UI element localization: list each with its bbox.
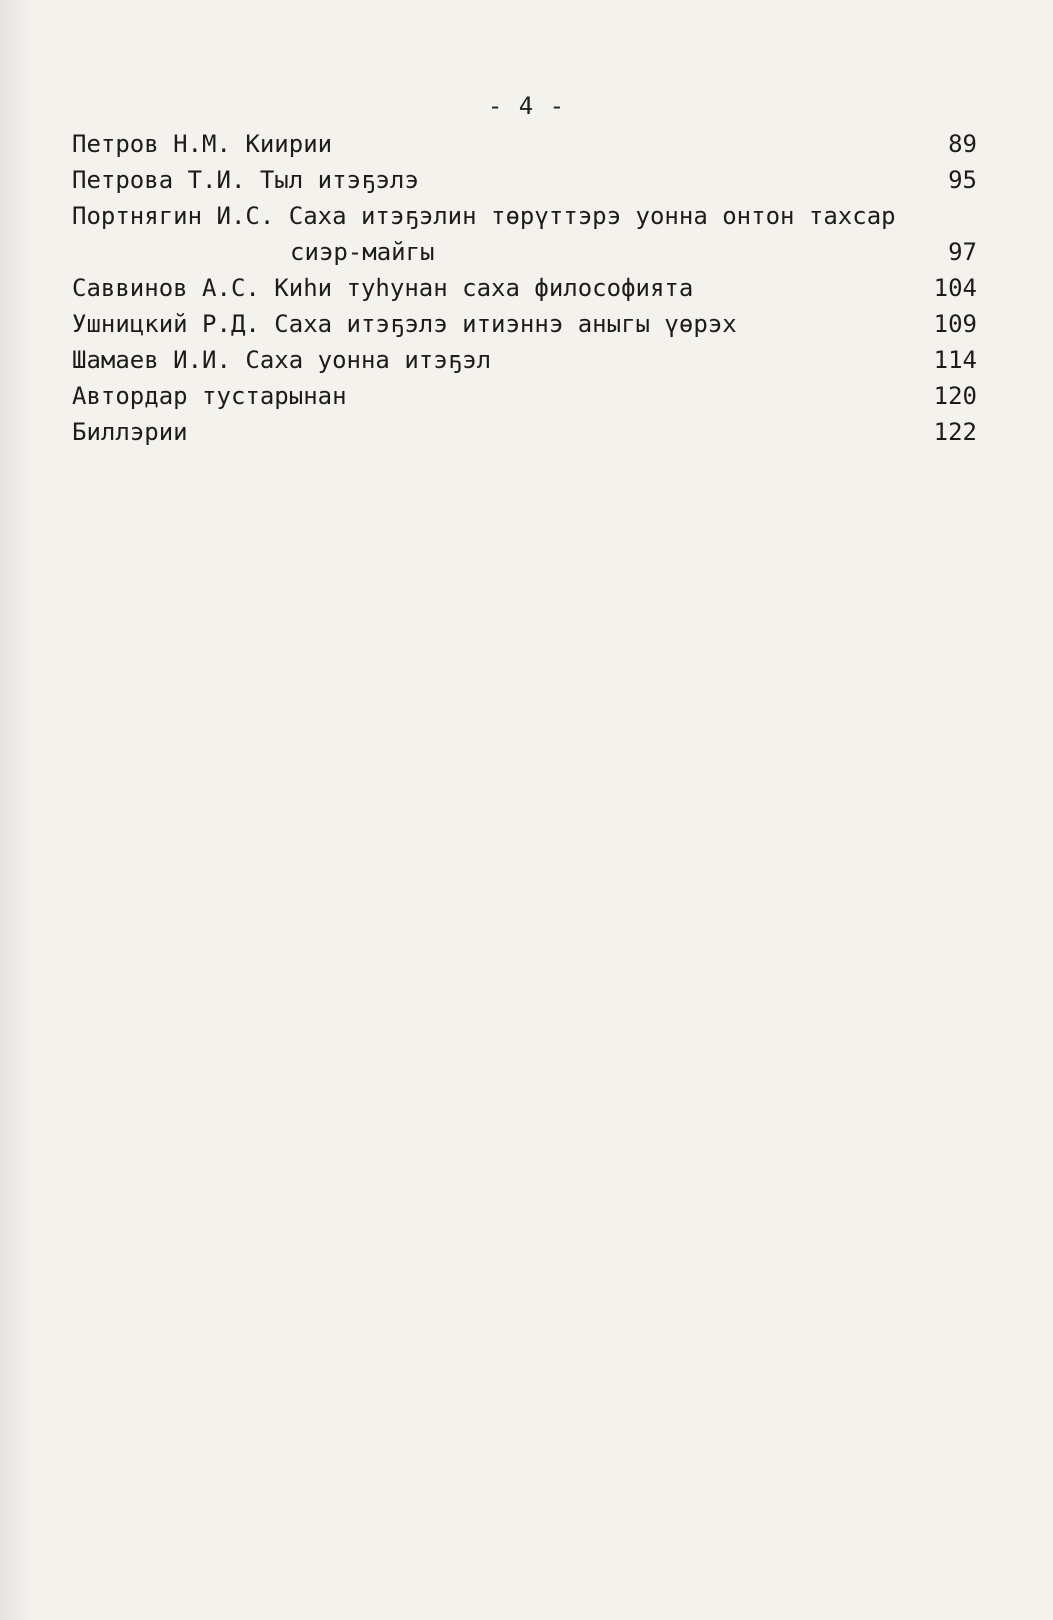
toc-entry <box>72 342 977 378</box>
toc-entry <box>72 306 977 342</box>
toc-entry-text: Саввинов А.С. Киһи туһунан саха философията <box>72 274 694 302</box>
toc-entry <box>72 198 977 234</box>
toc-entry-text: сиэр-майгы <box>290 238 435 266</box>
page-number: - 4 - <box>487 92 566 120</box>
toc-entry-text: Портнягин И.С. Саха итэҕэлин төрүттэрэ уонна онтон тахсар <box>72 202 896 230</box>
toc-entry <box>72 270 977 306</box>
toc-entry-page: 120 <box>933 382 977 410</box>
toc-entry-page: 122 <box>933 418 977 446</box>
toc-entry-text: Биллэрии <box>72 418 188 446</box>
toc-entry-continuation <box>72 234 977 270</box>
toc-entry-text: Ушницкий Р.Д. Саха итэҕэлэ итиэннэ аныгы үөрэх <box>72 310 737 338</box>
toc-entry-page: 114 <box>933 346 977 374</box>
toc-entry-page: 95 <box>948 166 977 194</box>
toc-entry-text: Петрова Т.И. Тыл итэҕэлэ <box>72 166 419 194</box>
toc-entry <box>72 414 977 450</box>
toc-entry-text: Петров Н.М. Киирии <box>72 130 333 158</box>
toc-entry-text: Автордар тустарынан <box>72 382 347 410</box>
toc-entry-page: 97 <box>948 238 977 266</box>
toc-entry-page: 89 <box>948 130 977 158</box>
toc-entry <box>72 378 977 414</box>
toc-entry-page: 109 <box>933 310 977 338</box>
toc-entry-text: Шамаев И.И. Саха уонна итэҕэл <box>72 346 492 374</box>
toc-entry <box>72 162 977 198</box>
toc-entry <box>72 126 977 162</box>
toc-entry-page: 104 <box>933 274 977 302</box>
